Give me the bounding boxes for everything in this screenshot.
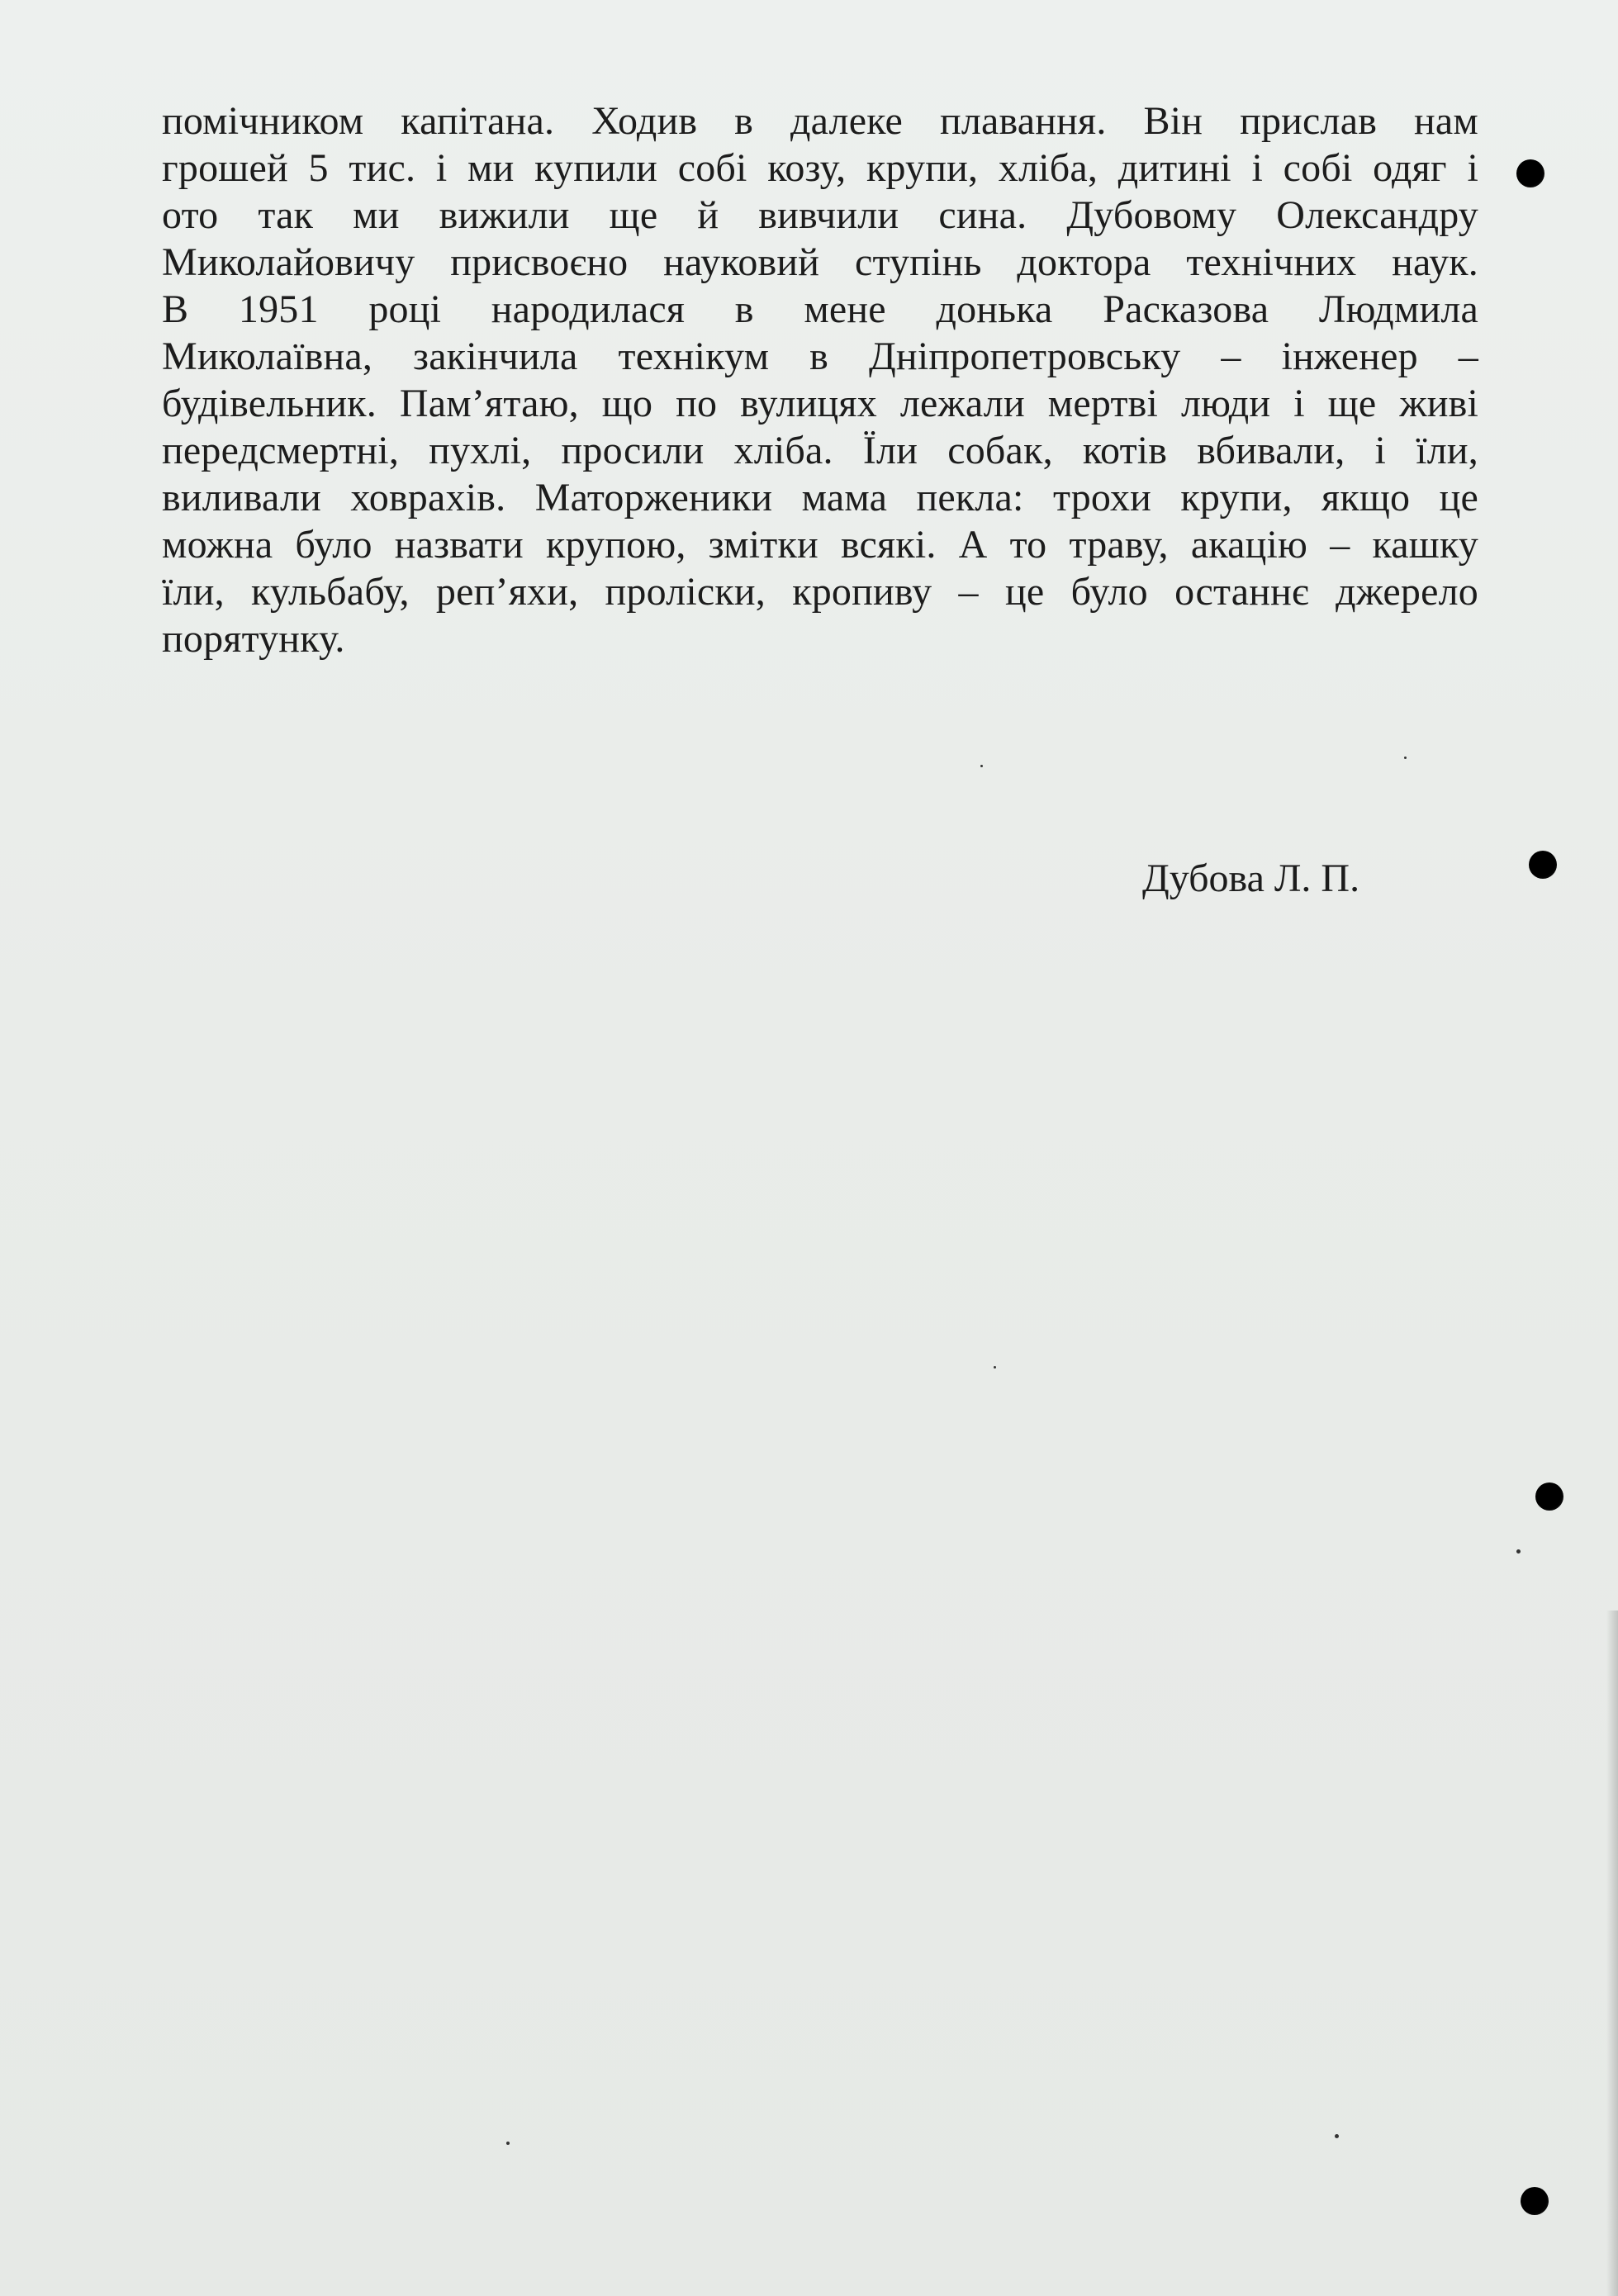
text-line: В 1951 році народилася в мене донька Расказова Людмила — [162, 287, 1478, 331]
text-line: їли, кульбабу, реп’яхи, проліски, кропиву – це було останнє джерело — [162, 570, 1478, 614]
text-line: грошей 5 тис. і ми купили собі козу, крупи, хліба, дитині і собі одяг і — [162, 146, 1478, 190]
scan-speck — [1404, 757, 1407, 759]
scan-speck — [1516, 1549, 1521, 1554]
text-line: ото так ми вижили ще й вивчили сина. Дубовому Олександру — [162, 193, 1478, 237]
text-line: помічником капітана. Ходив в далеке плавання. Він прислав нам — [162, 99, 1478, 143]
punch-hole — [1529, 851, 1557, 879]
text-line: Миколайовичу присвоєно науковий ступінь доктора технічних наук. — [162, 240, 1478, 284]
scan-speck — [994, 1366, 996, 1369]
text-line: будівельник. Пам’ятаю, що по вулицях лежали мертві люди і ще живі — [162, 382, 1478, 425]
scan-speck — [506, 2142, 510, 2145]
page-edge-shadow — [1606, 1611, 1618, 2296]
signature: Дубова Л. П. — [1142, 856, 1360, 900]
punch-hole — [1516, 159, 1544, 187]
text-line: можна було назвати крупою, змітки всякі. А то траву, акацію – кашку — [162, 523, 1478, 567]
scan-speck — [1335, 2134, 1339, 2138]
text-line: Миколаївна, закінчила технікум в Дніпропетровську – інженер – — [162, 334, 1478, 378]
scan-speck — [980, 765, 983, 767]
text-line: передсмертні, пухлі, просили хліба. Їли собак, котів вбивали, і їли, — [162, 429, 1478, 472]
text-line: виливали ховрахів. Маторженики мама пекла: трохи крупи, якщо це — [162, 476, 1478, 519]
punch-hole — [1521, 2187, 1549, 2215]
text-line: порятунку. — [162, 617, 345, 661]
punch-hole — [1535, 1482, 1563, 1511]
body-text — [162, 97, 1478, 662]
